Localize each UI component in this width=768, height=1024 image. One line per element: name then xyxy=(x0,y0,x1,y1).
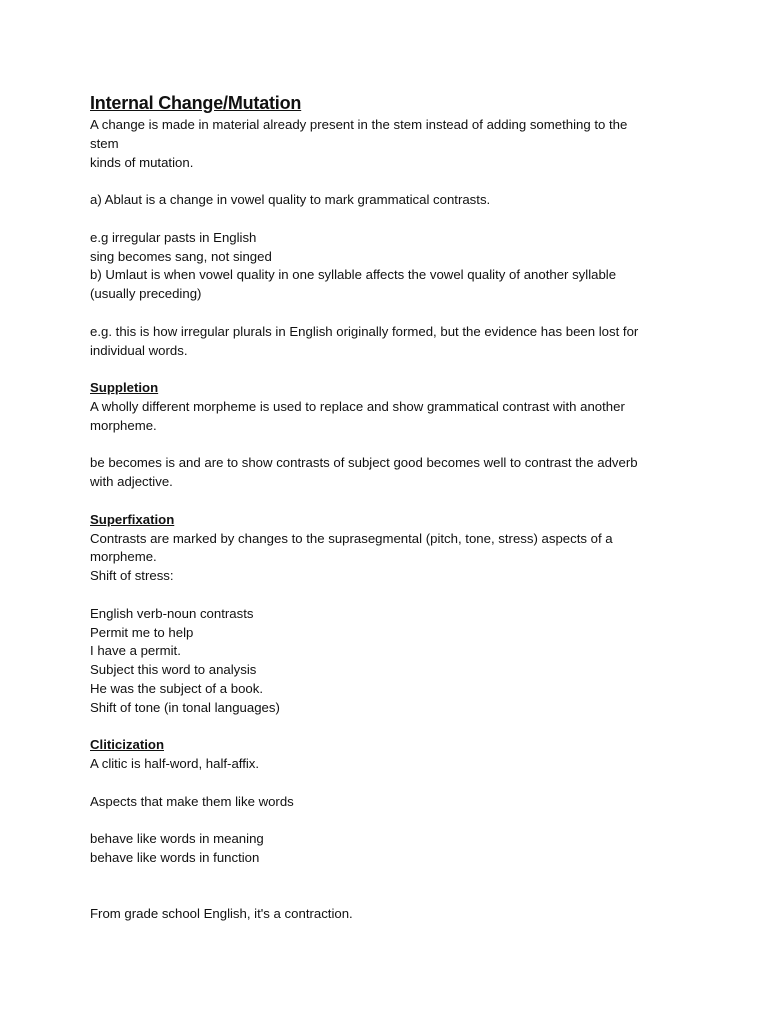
blank-line xyxy=(90,492,680,511)
text-line: (usually preceding) xyxy=(90,286,202,302)
text-line: individual words. xyxy=(90,342,188,358)
text-line: e.g irregular pasts in English xyxy=(90,229,257,245)
text-line: Subject this word to analysis xyxy=(90,662,257,678)
section-heading: Superfixation xyxy=(90,511,175,527)
blank-line xyxy=(90,304,680,323)
text-line: morpheme. xyxy=(90,549,157,565)
blank-line xyxy=(90,436,680,455)
text-line: A clitic is half-word, half-affix. xyxy=(90,756,260,772)
blank-line xyxy=(90,811,680,830)
text-line: e.g. this is how irregular plurals in English originally formed, but the evidence has been lost for xyxy=(90,323,639,339)
text-line: Aspects that make them like words xyxy=(90,793,294,809)
text-line: behave like words in function xyxy=(90,850,260,866)
section-heading: Suppletion xyxy=(90,380,159,396)
blank-line xyxy=(90,172,680,191)
text-line: morpheme. xyxy=(90,417,157,433)
text-line: be becomes is and are to show contrasts of subject good becomes well to contrast the adverb xyxy=(90,455,638,471)
text-line: English verb-noun contrasts xyxy=(90,605,254,621)
blank-line xyxy=(90,210,680,229)
text-line: behave like words in meaning xyxy=(90,831,264,847)
text-line: A change is made in material already present in the stem instead of adding something to the xyxy=(90,117,628,132)
text-line: A wholly different morpheme is used to replace and show grammatical contrast with another xyxy=(90,398,625,414)
text-line: b) Umlaut is when vowel quality in one syllable affects the vowel quality of another syllable xyxy=(90,267,617,283)
text-line: Shift of tone (in tonal languages) xyxy=(90,699,280,715)
document-body xyxy=(90,116,680,924)
text-line: a) Ablaut is a change in vowel quality to mark grammatical contrasts. xyxy=(90,192,491,208)
text-line: Contrasts are marked by changes to the suprasegmental (pitch, tone, stress) aspects of a xyxy=(90,530,613,546)
text-line: He was the subject of a book. xyxy=(90,680,264,696)
text-line: Shift of stress: xyxy=(90,568,174,584)
blank-line xyxy=(90,868,680,887)
text-line: From grade school English, it's a contraction. xyxy=(90,906,353,922)
text-line: kinds of mutation. xyxy=(90,154,194,170)
blank-line xyxy=(90,887,680,906)
text-line: I have a permit. xyxy=(90,643,181,659)
text-line: with adjective. xyxy=(90,474,173,490)
text-line: stem xyxy=(90,135,119,151)
blank-line xyxy=(90,774,680,793)
section-heading: Cliticization xyxy=(90,737,164,753)
blank-line xyxy=(90,360,680,379)
document-title: Internal Change/Mutation xyxy=(90,93,302,113)
document-page xyxy=(90,91,680,924)
blank-line xyxy=(90,718,680,737)
text-line: sing becomes sang, not singed xyxy=(90,248,272,264)
blank-line xyxy=(90,586,680,605)
text-line: Permit me to help xyxy=(90,624,194,640)
